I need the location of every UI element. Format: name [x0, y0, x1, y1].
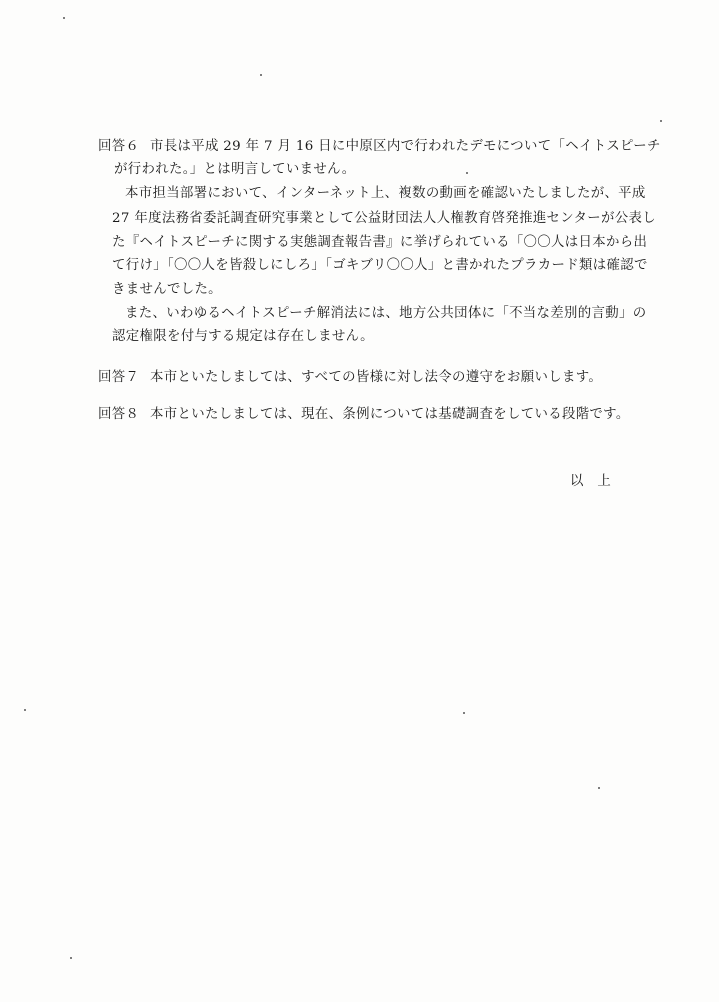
closing-mark: 以上: [570, 474, 625, 489]
answer6-line1: [98, 137, 661, 156]
answer6-line3: 本市担当部署において、インターネット上、複数の動画を確認いたしましたが、平成: [125, 186, 646, 201]
scan-speck: [463, 712, 465, 714]
answer6-line8: また、いわゆるヘイトスピーチ解消法には、地方公共団体に「不当な差別的言動」の: [125, 306, 647, 321]
answer8-label: 回答８: [98, 407, 140, 422]
answer6-line6: て行け」「〇〇人を皆殺しにしろ」「ゴキブリ〇〇人」と書かれたプラカード類は確認で: [112, 258, 648, 273]
scan-speck: [24, 709, 26, 711]
answer6-line2: が行われた。」とは明言していません。: [114, 162, 356, 177]
answer7-text: 本市といたしましては、すべての皆様に対し法令の遵守をお願いします。: [150, 370, 603, 385]
answer6-line9: 認定権限を付与する規定は存在しません。: [112, 329, 374, 344]
answer6-line5: た『ヘイトスピーチに関する実態調査報告書』に挙げられている「〇〇人は日本から出: [112, 235, 648, 250]
answer8-line: [98, 405, 630, 424]
scan-speck: [260, 74, 262, 76]
answer8-text: 本市といたしましては、現在、条例については基礎調査をしている段階です。: [150, 407, 630, 422]
scan-speck: [466, 172, 468, 174]
scan-speck: [63, 17, 65, 19]
scan-speck: [598, 787, 600, 789]
answer7-label: 回答７: [98, 370, 140, 385]
answer6-line7: きませんでした。: [112, 282, 222, 297]
scan-speck: [660, 120, 662, 122]
answer7-line: [98, 368, 602, 387]
answer6-text-line1: 市長は平成 29 年 7 月 16 日に中原区内で行われたデモについて「ヘイトスピーチ: [150, 139, 661, 154]
answer6-line4: 27 年度法務省委託調査研究事業として公益財団法人人権教育啓発推進センターが公表し: [112, 211, 656, 226]
answer6-label: 回答６: [98, 139, 140, 154]
scan-speck: [70, 957, 72, 959]
